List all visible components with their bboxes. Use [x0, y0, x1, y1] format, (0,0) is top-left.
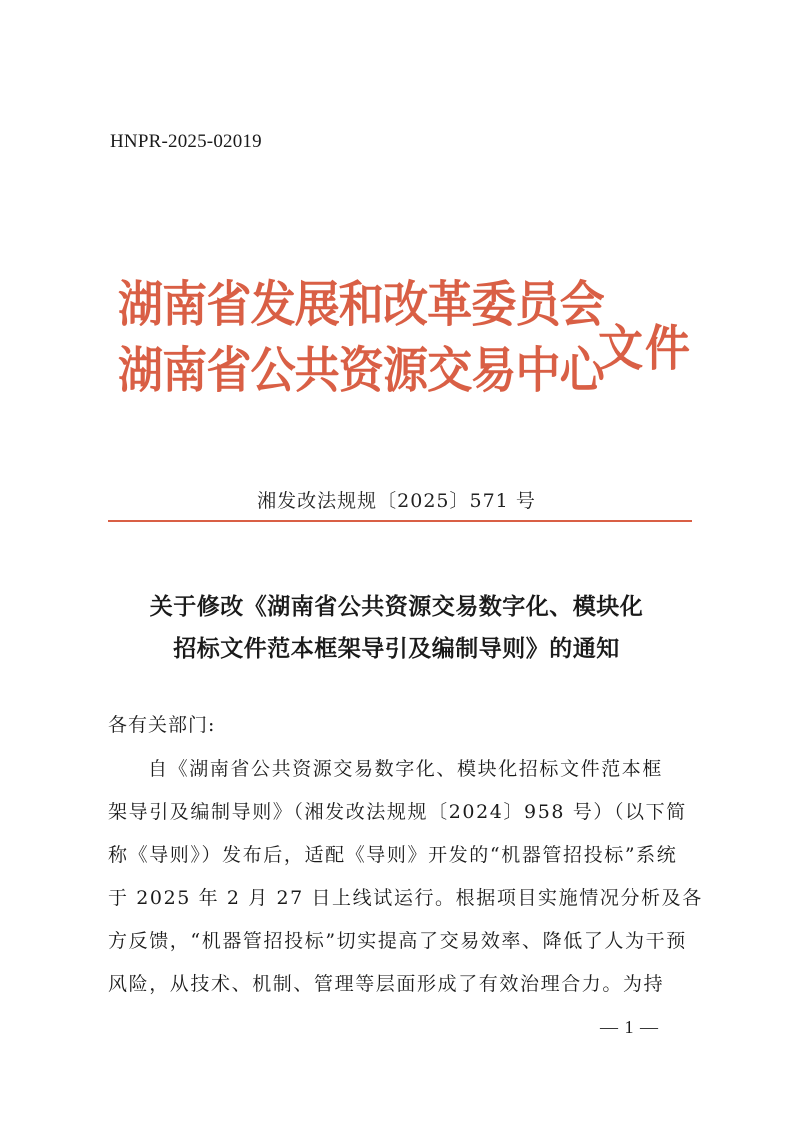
body-line-4: 于 2025 年 2 月 27 日上线试运行。根据项目实施情况分析及各 [108, 887, 703, 909]
body-line-1: 自《湖南省公共资源交易数字化、模块化招标文件范本框 [148, 758, 664, 780]
body-line-5: 方反馈，“机器管招投标”切实提高了交易效率、降低了人为干预 [108, 930, 687, 952]
title-line-1: 关于修改《湖南省公共资源交易数字化、模块化 [149, 594, 644, 620]
issuer-name-1: 湖南省发展和改革委员会 [118, 275, 604, 333]
title-line-2: 招标文件范本框架导引及编制导则》的通知 [173, 636, 620, 662]
salutation: 各有关部门: [108, 714, 216, 736]
red-divider-line [108, 520, 692, 522]
body-line-2: 架导引及编制导则》（湘发改法规规〔2024〕958 号）（以下简 [108, 801, 687, 823]
document-suffix: 文件 [598, 319, 692, 377]
document-number: HNPR-2025-02019 [110, 131, 262, 152]
page-number: — 1 — [600, 1017, 659, 1037]
body-line-3: 称《导则》）发布后，适配《导则》开发的“机器管招投标”系统 [108, 844, 678, 866]
issuer-header [118, 276, 698, 416]
issuer-name-2: 湖南省公共资源交易中心 [118, 341, 604, 399]
body-line-6: 风险，从技术、机制、管理等层面形成了有效治理合力。为持 [108, 973, 665, 995]
reference-number: 湘发改法规规〔2025〕571 号 [257, 490, 536, 512]
